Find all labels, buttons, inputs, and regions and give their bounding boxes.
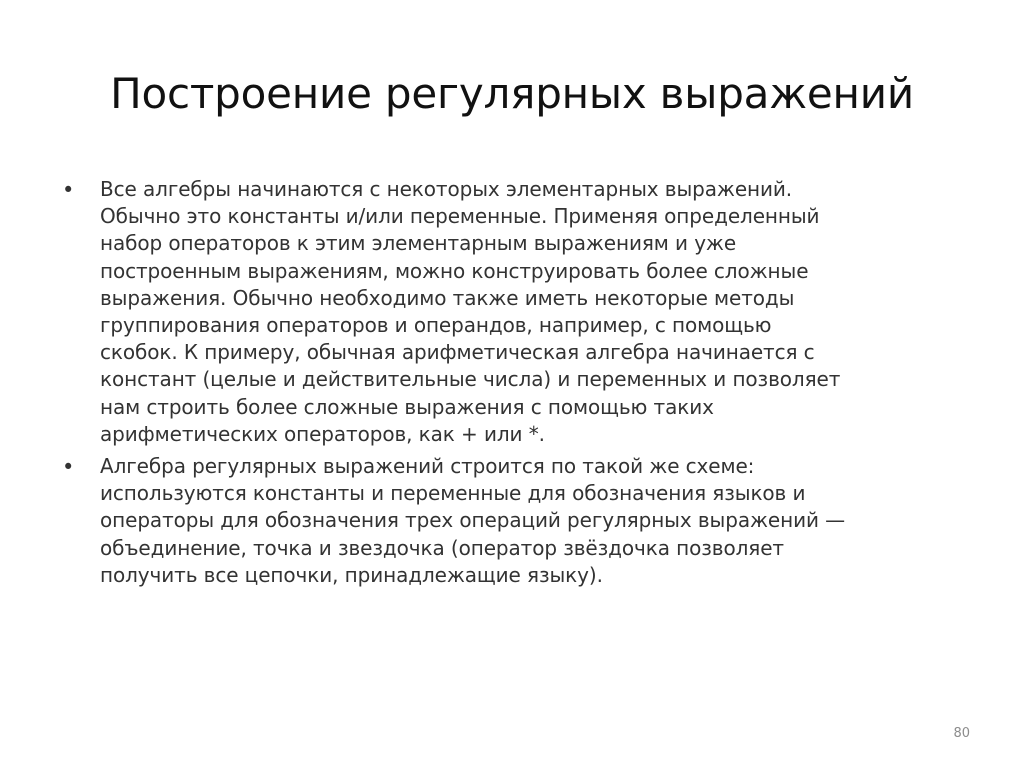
text-line: Все алгебры начинаются с некоторых элементарных выражений. [100, 177, 793, 201]
text-line: используются константы и переменные для обозначения языков и [100, 481, 806, 506]
text-line: группирования операторов и операндов, например, с помощью [100, 313, 772, 338]
bullet-text [100, 453, 970, 589]
page-number: 80 [953, 726, 970, 741]
text-line: операторы для обозначения трех операций регулярных выражений — [100, 508, 846, 533]
text-line: объединение, точка и звездочка (оператор звёздочка позволяет [100, 535, 784, 560]
bullet-icon: • [62, 455, 75, 480]
slide-title: Построение регулярных выражений [110, 69, 914, 118]
bullet-item [60, 453, 970, 589]
text-line: констант (целые и действительные числа) и переменных и позволяет [100, 367, 841, 392]
text-line: получить все цепочки, принадлежащие языку). [100, 562, 603, 587]
text-line: выражения. Обычно необходимо также иметь некоторые методы [100, 285, 795, 310]
text-line: Алгебра регулярных выражений строится по такой же схеме: [100, 454, 755, 479]
text-line: набор операторов к этим элементарным выражениям и уже [100, 231, 737, 256]
text-line: Обычно это константы и/или переменные. Применяя определенный [100, 204, 820, 229]
bullet-item [60, 176, 970, 448]
bullet-list [60, 176, 970, 594]
text-line: арифметических операторов, как + или *. [100, 421, 545, 446]
text-line: построенным выражениям, можно конструировать более сложные [100, 258, 809, 283]
text-line: скобок. К примеру, обычная арифметическая алгебра начинается с [100, 340, 815, 365]
bullet-icon: • [62, 178, 75, 202]
bullet-text [100, 176, 970, 448]
text-line: нам строить более сложные выражения с помощью таких [100, 394, 714, 419]
